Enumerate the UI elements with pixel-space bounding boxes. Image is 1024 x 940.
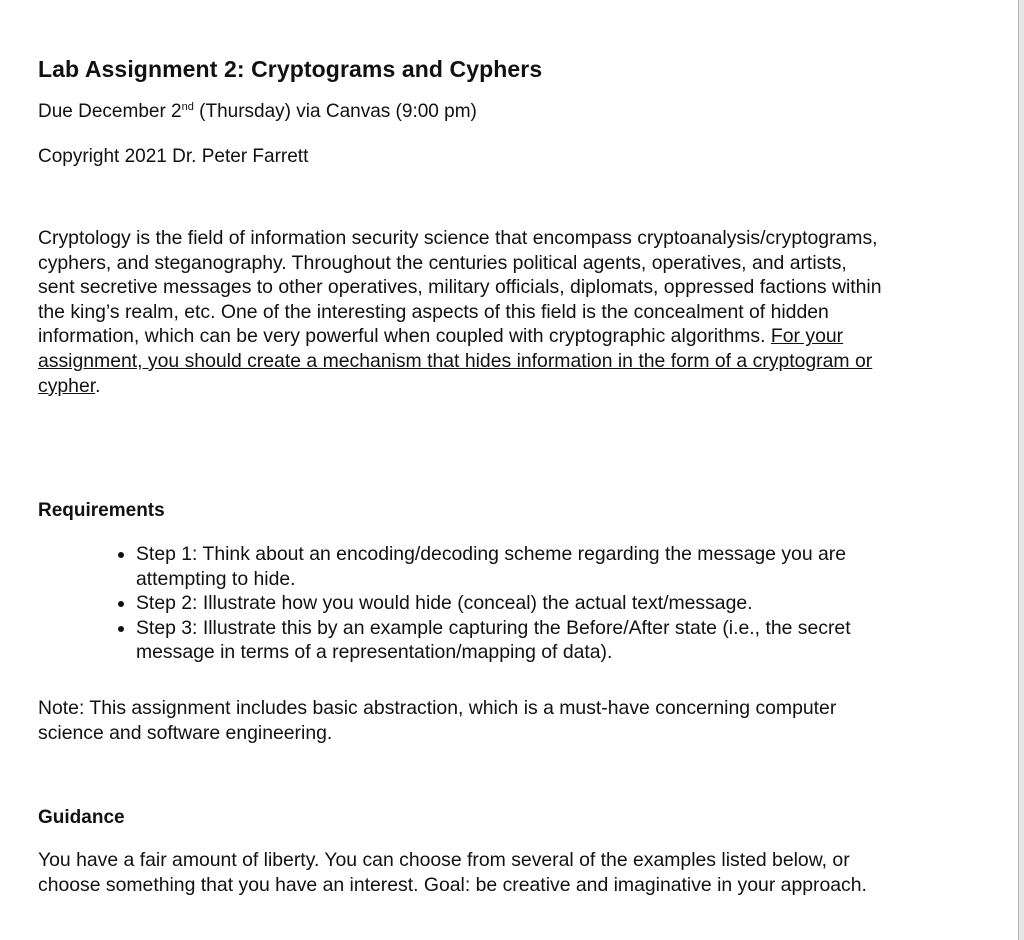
copyright-line: Copyright 2021 Dr. Peter Farrett bbox=[38, 146, 309, 167]
due-date-superscript: nd bbox=[181, 101, 194, 113]
intro-text: Cryptology is the field of information security science that encompass cryptoanalysis/cryptograms, cyphers, and steganography. Throughout the centuries political agents, operatives, and artists, sent secretive messages to other operatives, military officials, diplomats, oppressed factions within the king’s realm, etc. One of the interesting aspects of this field is the concealment of hidden information, which can be very powerful when coupled with cryptographic algorithms. bbox=[38, 227, 882, 348]
requirements-list bbox=[102, 542, 926, 665]
requirement-step: • Step 2: Illustrate how you would hide (conceal) the actual text/message. bbox=[136, 591, 926, 616]
requirement-step: • Step 3: Illustrate this by an example capturing the Before/After state (i.e., the secret message in terms of a representation/mapping of data). bbox=[136, 616, 926, 665]
due-date-suffix: (Thursday) via Canvas (9:00 pm) bbox=[193, 101, 477, 122]
intro-end: . bbox=[95, 374, 101, 397]
due-date-prefix: Due December 2 bbox=[38, 101, 182, 122]
due-date-line bbox=[38, 101, 477, 123]
guidance-heading: Guidance bbox=[38, 807, 125, 828]
page-edge bbox=[1018, 0, 1024, 940]
requirements-heading: Requirements bbox=[38, 500, 165, 521]
requirements-note: Note: This assignment includes basic abstraction, which is a must-have concerning computer science and software engineering. bbox=[38, 697, 837, 744]
guidance-paragraph: You have a fair amount of liberty. You can choose from several of the examples listed below, or choose something that you have an interest. Goal: be creative and imaginative in your approach. bbox=[38, 849, 867, 896]
requirement-step: • Step 1: Think about an encoding/decoding scheme regarding the message you are attempting to hide. bbox=[136, 542, 926, 591]
document-title: Lab Assignment 2: Cryptograms and Cyphers bbox=[38, 56, 543, 82]
intro-paragraph bbox=[38, 226, 888, 398]
intro-underlined-instruction: For your assignment, you should create a mechanism that hides information in the form of a cryptogram or cypher bbox=[38, 325, 873, 397]
